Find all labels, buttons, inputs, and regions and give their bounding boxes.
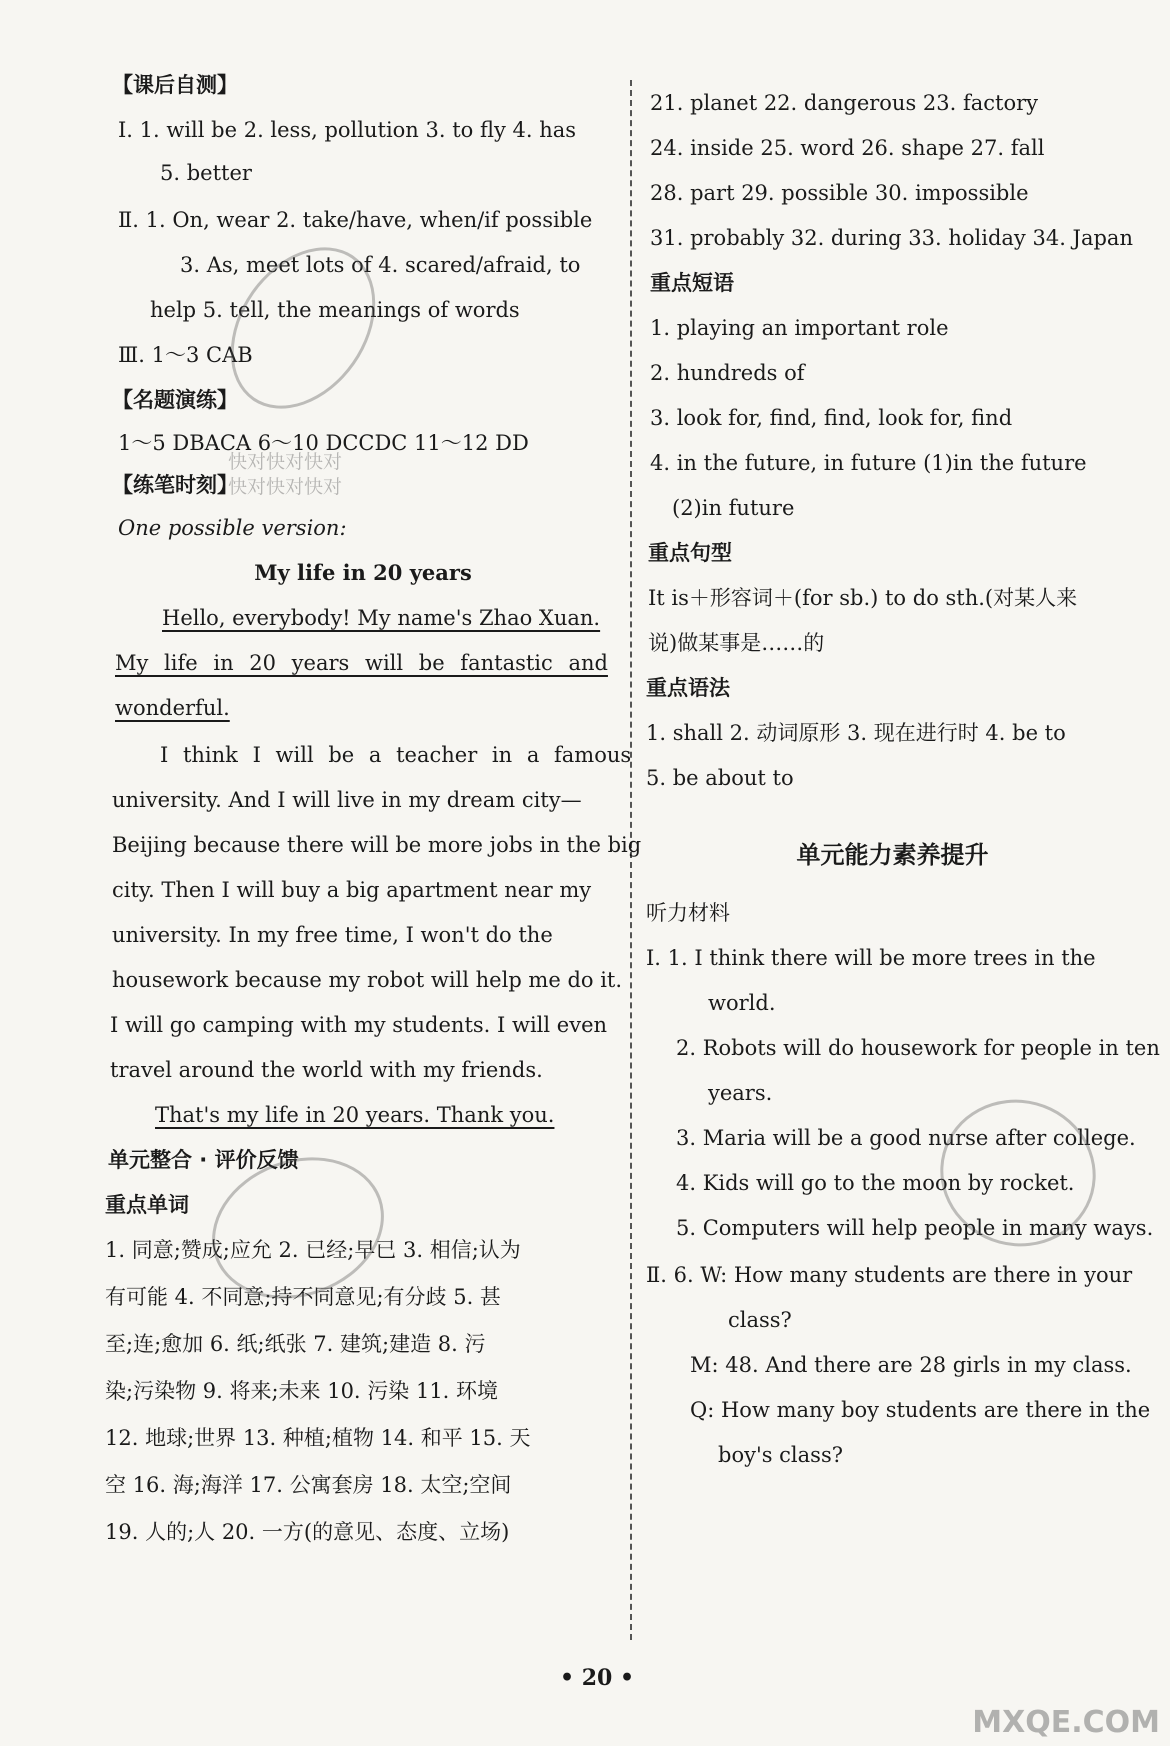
unit-ability-title: 单元能力素养提升 (796, 841, 989, 869)
word-line: 1. 同意;赞成;应允 2. 已经;早已 3. 相信;认为 (105, 1238, 521, 1262)
essay-line: That's my life in 20 years. Thank you. (155, 1103, 555, 1127)
word-line: 有可能 4. 不同意;持不同意见;有分歧 5. 甚 (105, 1285, 501, 1309)
script-line: M: 48. And there are 28 girls in my class. (690, 1353, 1132, 1377)
section-title-mingti: 【名题演练】 (112, 388, 238, 412)
word-line: 至;连;愈加 6. 纸;纸张 7. 建筑;建造 8. 污 (105, 1332, 486, 1356)
word-line: 24. inside 25. word 26. shape 27. fall (650, 136, 1045, 160)
essay-line: travel around the world with my friends. (110, 1058, 543, 1082)
watermark-text: 快对快对快对 (228, 451, 343, 473)
word-line: 染;污染物 9. 将来;未来 10. 污染 11. 环境 (105, 1379, 499, 1403)
page-number: • 20 • (560, 1665, 635, 1691)
script-line: 5. Computers will help people in many ways. (676, 1216, 1154, 1240)
sentence-line: 说)做某事是……的 (648, 631, 825, 655)
phrase-line: 1. playing an important role (650, 316, 949, 340)
listening-title: 听力材料 (646, 901, 730, 925)
essay-line: Hello, everybody! My name's Zhao Xuan. (162, 606, 601, 630)
script-line: class? (728, 1308, 792, 1332)
section-title-words: 重点单词 (105, 1193, 189, 1217)
essay-title: My life in 20 years (254, 560, 472, 585)
script-line: 4. Kids will go to the moon by rocket. (676, 1171, 1075, 1195)
grammar-line: 5. be about to (646, 766, 794, 790)
word-line: 31. probably 32. during 33. holiday 34. Japan (650, 226, 1133, 250)
section-title-sentences: 重点句型 (648, 541, 732, 565)
answer-line: Ⅰ. 1. will be 2. less, pollution 3. to fly 4. has (118, 118, 577, 142)
script-line: world. (708, 991, 776, 1015)
word-line: 空 16. 海;海洋 17. 公寓套房 18. 太空;空间 (105, 1473, 512, 1497)
essay-line: university. In my free time, I won't do the (112, 923, 553, 947)
phrase-line: 4. in the future, in future (1)in the future (650, 451, 1087, 475)
script-line: 2. Robots will do housework for people in ten (676, 1036, 1160, 1060)
phrase-line: 3. look for, find, find, look for, find (650, 406, 1013, 430)
phrase-line: (2)in future (672, 496, 795, 520)
essay-line: I think I will be a teacher in a famous (160, 743, 632, 767)
script-line: years. (708, 1081, 773, 1105)
section-title-lianbi: 【练笔时刻】 (112, 473, 238, 497)
answer-line: Ⅱ. 1. On, wear 2. take/have, when/if possible (118, 208, 593, 232)
version-label: One possible version: (118, 516, 347, 540)
word-line: 21. planet 22. dangerous 23. factory (650, 91, 1039, 115)
word-line: 28. part 29. possible 30. impossible (650, 181, 1029, 205)
script-line: Q: How many boy students are there in the (690, 1398, 1151, 1422)
section-title-unit: 单元整合 · 评价反馈 (108, 1148, 299, 1172)
grammar-line: 1. shall 2. 动词原形 3. 现在进行时 4. be to (646, 721, 1066, 745)
answer-line: 1～5 DBACA 6～10 DCCDC 11～12 DD (118, 431, 529, 455)
word-line: 12. 地球;世界 13. 种植;植物 14. 和平 15. 天 (105, 1426, 531, 1450)
sentence-line: It is＋形容词＋(for sb.) to do sth.(对某人来 (648, 586, 1078, 610)
logo-text: MXQE.COM (972, 1705, 1160, 1740)
script-line: boy's class? (718, 1443, 843, 1467)
answer-line: 5. better (160, 161, 252, 185)
script-line: Ⅱ. 6. W: How many students are there in your (646, 1263, 1133, 1287)
essay-line: My life in 20 years will be fantastic and (115, 651, 608, 675)
answer-line: 3. As, meet lots of 4. scared/afraid, to (180, 253, 581, 277)
watermark-text: 快对快对快对 (228, 476, 343, 498)
section-title-kehou: 【课后自测】 (112, 73, 238, 97)
essay-line: city. Then I will buy a big apartment near my (112, 878, 592, 902)
word-line: 19. 人的;人 20. 一方(的意见、态度、立场) (105, 1520, 510, 1544)
site-logo (972, 1705, 1160, 1740)
essay-line: I will go camping with my students. I will even (110, 1013, 608, 1037)
answer-line: help 5. tell, the meanings of words (150, 298, 520, 322)
script-line: 3. Maria will be a good nurse after college. (676, 1126, 1136, 1150)
phrase-line: 2. hundreds of (650, 361, 805, 385)
essay-line: housework because my robot will help me do it. (112, 968, 623, 992)
column-divider (630, 80, 632, 1640)
section-title-phrases: 重点短语 (650, 271, 734, 295)
section-title-grammar: 重点语法 (646, 676, 730, 700)
answer-line: Ⅲ. 1～3 CAB (118, 343, 253, 367)
essay-line: Beijing because there will be more jobs in the big (112, 833, 642, 857)
essay-line: university. And I will live in my dream city— (112, 788, 582, 812)
script-line: Ⅰ. 1. I think there will be more trees in the (646, 946, 1096, 970)
essay-line: wonderful. (115, 696, 230, 720)
